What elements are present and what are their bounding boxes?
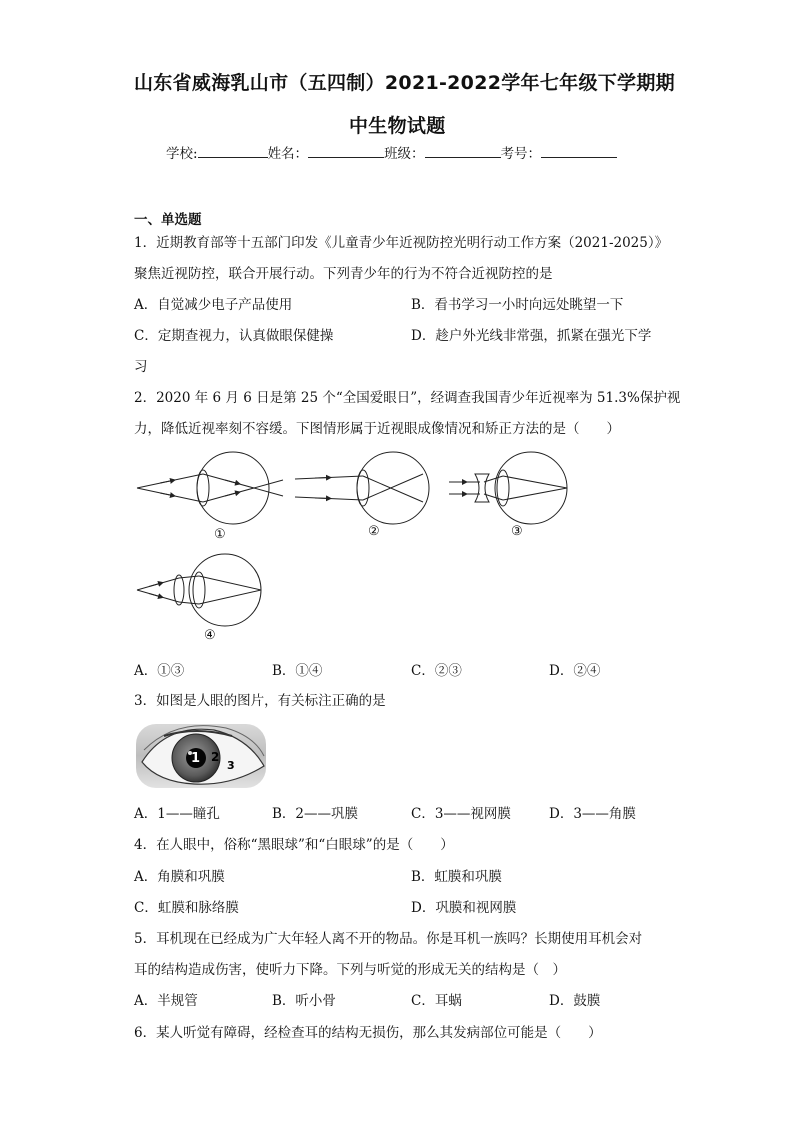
- page-title-line2: 中生物试题: [349, 115, 446, 137]
- q4-option-d[interactable]: D．巩膜和视网膜: [411, 900, 517, 916]
- name-blank[interactable]: [308, 145, 384, 158]
- q5-stem-line1: 5．耳机现在已经成为广大年轻人离不开的物品。你是耳机一族吗？长期使用耳机会对: [134, 931, 643, 947]
- q2-option-c[interactable]: C．②③: [411, 663, 462, 679]
- eye-diagram-3: [447, 452, 572, 527]
- school-label: 学校:: [166, 146, 198, 162]
- eye-diagram-4: [135, 554, 265, 629]
- q5-option-a[interactable]: A．半规管: [134, 993, 198, 1009]
- diagram-label-1: ①: [214, 527, 226, 542]
- class-label: 班级：: [384, 146, 425, 162]
- name-label: 姓名：: [267, 146, 309, 162]
- q1-option-c[interactable]: C．定期查视力，认真做眼保健操: [134, 328, 334, 344]
- school-blank[interactable]: [198, 145, 268, 158]
- section-title: 一、单选题: [134, 212, 202, 228]
- q1-stem-line2: 聚焦近视防控，联合开展行动。下列青少年的行为不符合近视防控的是: [134, 266, 553, 282]
- q2-option-b[interactable]: B．①④: [272, 663, 323, 679]
- q4-option-c[interactable]: C．虹膜和脉络膜: [134, 900, 239, 916]
- exam-number-blank[interactable]: [541, 145, 617, 158]
- info-fields: [166, 145, 617, 163]
- eye-mark-3: 3: [227, 759, 235, 772]
- q1-stem-line1: 1．近期教育部等十五部门印发《儿童青少年近视防控光明行动工作方案（2021-2025）》: [134, 235, 669, 251]
- q1-option-d-continued: 习: [134, 359, 148, 375]
- q3-stem: 3．如图是人眼的图片，有关标注正确的是: [134, 693, 386, 709]
- q1-option-b[interactable]: B．看书学习一小时向远处眺望一下: [411, 297, 624, 313]
- eye-mark-1: 1: [191, 751, 201, 766]
- q4-option-a[interactable]: A．角膜和巩膜: [134, 869, 225, 885]
- q2-option-a[interactable]: A．①③: [134, 663, 185, 679]
- q2-stem-line2: 力，降低近视率刻不容缓。下图情形属于近视眼成像情况和矫正方法的是（ ）: [134, 421, 620, 437]
- diagram-label-4: ④: [204, 628, 216, 643]
- eye-diagram-2: [293, 452, 438, 527]
- human-eye-photo: [136, 720, 266, 792]
- q3-option-c[interactable]: C．3——视网膜: [411, 806, 511, 822]
- diagram-label-3: ③: [511, 524, 523, 539]
- q3-option-d[interactable]: D．3——角膜: [549, 806, 636, 822]
- eye-mark-2: 2: [211, 750, 220, 764]
- q5-option-c[interactable]: C．耳蜗: [411, 993, 462, 1009]
- q5-option-d[interactable]: D．鼓膜: [549, 993, 601, 1009]
- q4-option-b[interactable]: B．虹膜和巩膜: [411, 869, 502, 885]
- class-blank[interactable]: [425, 145, 501, 158]
- q2-stem-line1: 2．2020 年 6 月 6 日是第 25 个“全国爱眼日”，经调查我国青少年近视率为 51.3%保护视: [134, 390, 681, 406]
- q3-option-a[interactable]: A．1——瞳孔: [134, 806, 220, 822]
- diagram-label-2: ②: [368, 524, 380, 539]
- q1-option-d[interactable]: D．趁户外光线非常强，抓紧在强光下学: [411, 328, 652, 344]
- q6-stem: 6．某人听觉有障碍，经检查耳的结构无损伤，那么其发病部位可能是（ ）: [134, 1025, 602, 1041]
- q5-stem-line2: 耳的结构造成伤害，使听力下降。下列与听觉的形成无关的结构是（ ）: [134, 962, 566, 978]
- q2-option-d[interactable]: D．②④: [549, 663, 601, 679]
- q4-stem: 4．在人眼中，俗称“黑眼球”和“白眼球”的是（ ）: [134, 837, 454, 853]
- exam-number-label: 考号：: [500, 146, 542, 162]
- q1-option-a[interactable]: A．自觉减少电子产品使用: [134, 297, 293, 313]
- page-title-line1: 山东省威海乳山市（五四制）2021-2022学年七年级下学期期: [134, 72, 675, 94]
- q5-option-b[interactable]: B．听小骨: [272, 993, 336, 1009]
- q3-option-b[interactable]: B．2——巩膜: [272, 806, 359, 822]
- eye-diagram-1: [135, 452, 285, 527]
